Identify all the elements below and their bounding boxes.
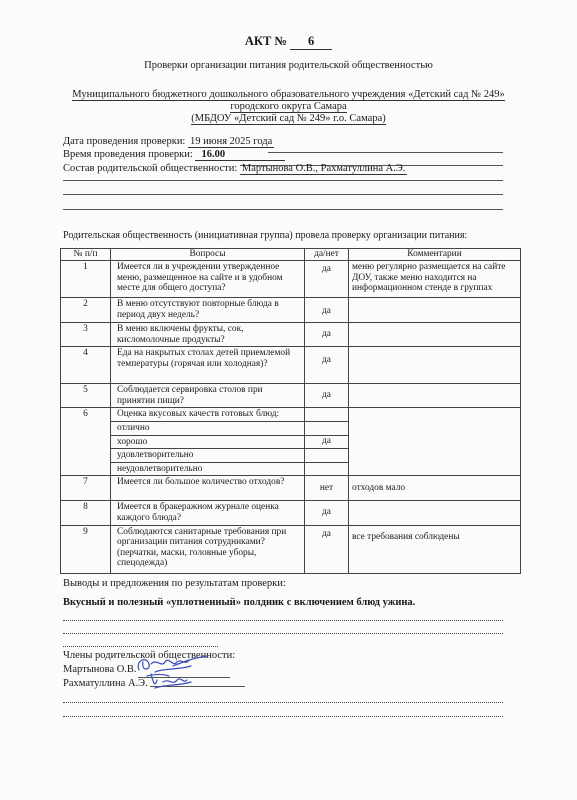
table-row: 1 Имеется ли в учреждении утвержденное меню, размещенное на сайте и в удобном месте для общего доступа? да меню регулярно размещается на сайте ДОУ, также меню находится на информационном стенде в группах bbox=[61, 261, 521, 298]
table-row: 5 Соблюдается сервировка столов при принятии пищи? да bbox=[61, 384, 521, 408]
member-2: Рахматуллина А.Э. bbox=[63, 678, 148, 689]
time-line bbox=[63, 149, 285, 160]
date-value: 19 июня 2025 года bbox=[189, 136, 273, 147]
inspection-table bbox=[60, 248, 521, 574]
conclusions-label: Выводы и предложения по результатам проверки: bbox=[63, 578, 286, 589]
table-row: 8 Имеется в бракеражном журнале оценка каждого блюда? да bbox=[61, 501, 521, 525]
members-label: Состав родительской общественности: bbox=[63, 163, 238, 174]
table-row: 4 Еда на накрытых столах детей приемлемой температуры (горячая или холодная)? да bbox=[61, 347, 521, 384]
header-question: Вопросы bbox=[111, 249, 305, 261]
document-subtitle: Проверки организации питания родительской общественностью bbox=[144, 60, 433, 71]
rating-row: удовлетворительно bbox=[61, 449, 521, 463]
header-comment: Комментарии bbox=[349, 249, 521, 261]
members-value: Мартынова О.В., Рахматуллина А.Э. bbox=[241, 163, 406, 174]
header-num: № п/п bbox=[61, 249, 111, 261]
members-line bbox=[63, 163, 407, 174]
act-title bbox=[0, 34, 577, 50]
member-1: Мартынова О.В. bbox=[63, 664, 137, 675]
date-line bbox=[63, 136, 274, 147]
header-answer: да/нет bbox=[305, 249, 349, 261]
table-header-row bbox=[61, 249, 521, 261]
table-row: 7 Имеется ли большое количество отходов? нет отходов мало bbox=[61, 476, 521, 501]
act-number: 6 bbox=[290, 34, 332, 50]
org-line-3: (МБДОУ «Детский сад № 249» г.о. Самара) bbox=[191, 113, 386, 124]
table-row: 9 Соблюдаются санитарные требования при организации питания сотрудниками? (перчатки, маски, головные уборы, спецодежда) да все требования соблюдены bbox=[61, 525, 521, 573]
signature-2-icon bbox=[143, 668, 203, 692]
date-label: Дата проведения проверки: bbox=[63, 136, 186, 147]
table-row: 6 Оценка вкусовых качеств готовых блюд: bbox=[61, 408, 521, 422]
org-line-1: Муниципального бюджетного дошкольного образовательного учреждения «Детский сад № 249» bbox=[72, 89, 505, 100]
rating-row: неудовлетворительно bbox=[61, 462, 521, 476]
conclusions-text: Вкусный и полезный «уплотненный» полдник с включением блюд ужина. bbox=[63, 597, 416, 608]
table-row: 2 В меню отсутствуют повторные блюда в период двух недель? да bbox=[61, 298, 521, 323]
rating-row: хорошо да bbox=[61, 435, 521, 449]
rating-row: отлично bbox=[61, 421, 521, 435]
org-line-2: городского округа Самара bbox=[230, 101, 347, 112]
members-section-label: Члены родительской общественности: bbox=[63, 650, 236, 661]
time-label: Время проведения проверки: bbox=[63, 149, 193, 160]
table-row: 3 В меню включены фрукты, сок, кисломолочные продукты? да bbox=[61, 323, 521, 347]
act-label: АКТ № bbox=[244, 34, 287, 48]
time-value: 16.00 bbox=[195, 149, 285, 161]
intro-text: Родительская общественность (инициативная группа) провела проверку организации питания: bbox=[63, 230, 468, 241]
